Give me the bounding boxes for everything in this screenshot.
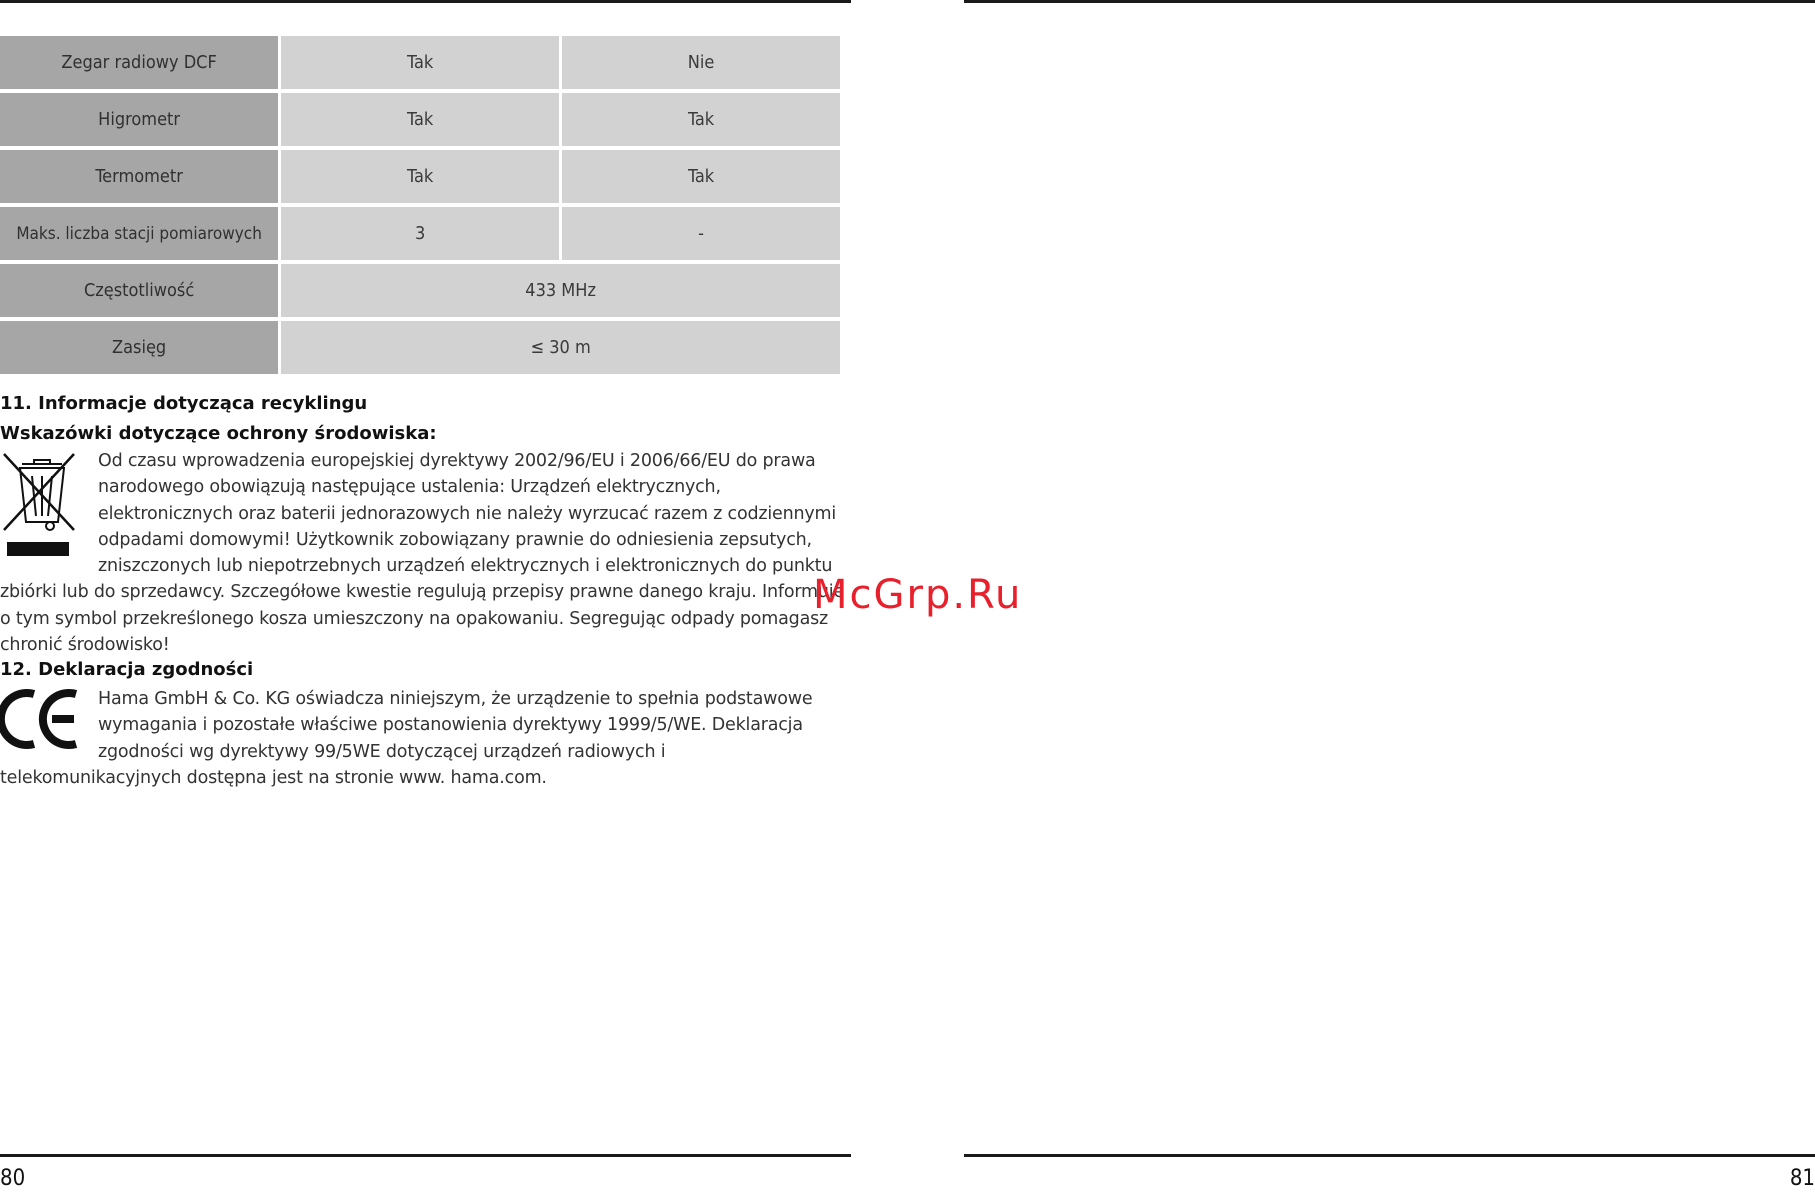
table-value-cell: Nie [562, 36, 840, 93]
table-row [0, 36, 840, 93]
table-value-cell: Tak [281, 93, 559, 150]
table-value-cell: Tak [562, 93, 840, 150]
bottom-rule-left [0, 1154, 851, 1157]
table-value-cell: - [562, 207, 840, 264]
recycling-heading: 11. Informacje dotycząca recyklingu [0, 393, 368, 414]
recycling-text: Od czasu wprowadzenia europejskiej dyrektywy 2002/96/EU i 2006/66/EU do prawa narodowego obowiązują następujące ustalenia: Urządzeń elektrycznych, elektronicznych oraz baterii jednorazowych nie należy wyrzucać razem z codziennymi odpadami domowymi! Użytkownik zobowiązany prawnie do odniesienia zepsutych, zniszczonych lub niepotrzebnych urządzeń elektrycznych i elektronicznych do punktu zbiórki lub do sprzedawcy. Szczegółowe kwestie regulują przepisy prawne danego kraju. Informuje o tym symbol przekreślonego kosza umieszczony na opakowaniu. Segregując odpady pomagasz chronić środowisko! [0, 451, 845, 656]
watermark-text: McGrp.Ru [813, 572, 1023, 618]
conformity-text: Hama GmbH & Co. KG oświadcza niniejszym, że urządzenie to spełnia podstawowe wymagania i pozostałe właściwe postanowienia dyrektywy 1999/5/WE. Deklaracja zgodności wg dyrektywy 99/5WE dotyczącej urządzeń radiowych i telekomunikacyjnych dostępna jest na stronie www. hama.com. [0, 689, 813, 788]
table-row [0, 321, 840, 378]
conformity-heading: 12. Deklaracja zgodności [0, 659, 254, 680]
table-value-cell: Tak [281, 36, 559, 93]
table-value-cell: 433 MHz [281, 264, 840, 321]
table-label-cell: Maks. liczba stacji pomiarowych [0, 207, 278, 264]
top-rule-left [0, 0, 851, 3]
table-row [0, 264, 840, 321]
bottom-rule-right [964, 1154, 1815, 1157]
table-label-cell: Częstotliwość [0, 264, 278, 321]
ce-mark-icon [0, 688, 78, 750]
table-value-cell: 3 [281, 207, 559, 264]
recycling-section [0, 388, 846, 658]
top-rule-right [964, 0, 1815, 3]
crossed-out-wheelie-bin-icon [0, 448, 78, 560]
table-row [0, 93, 840, 150]
table-label-cell: Higrometr [0, 93, 278, 150]
table-row [0, 207, 840, 264]
table-value-cell: ≤ 30 m [281, 321, 840, 378]
page-number-left: 80 [0, 1166, 26, 1191]
spec-table [0, 36, 843, 378]
conformity-section [0, 654, 846, 791]
table-value-cell: Tak [281, 150, 559, 207]
table-label-cell: Zegar radiowy DCF [0, 36, 278, 93]
table-value-cell: Tak [562, 150, 840, 207]
page-number-right: 81 [1789, 1166, 1815, 1191]
table-label-cell: Termometr [0, 150, 278, 207]
recycling-subheading: Wskazówki dotyczące ochrony środowiska: [0, 423, 437, 444]
table-label-cell: Zasięg [0, 321, 278, 378]
table-row [0, 150, 840, 207]
